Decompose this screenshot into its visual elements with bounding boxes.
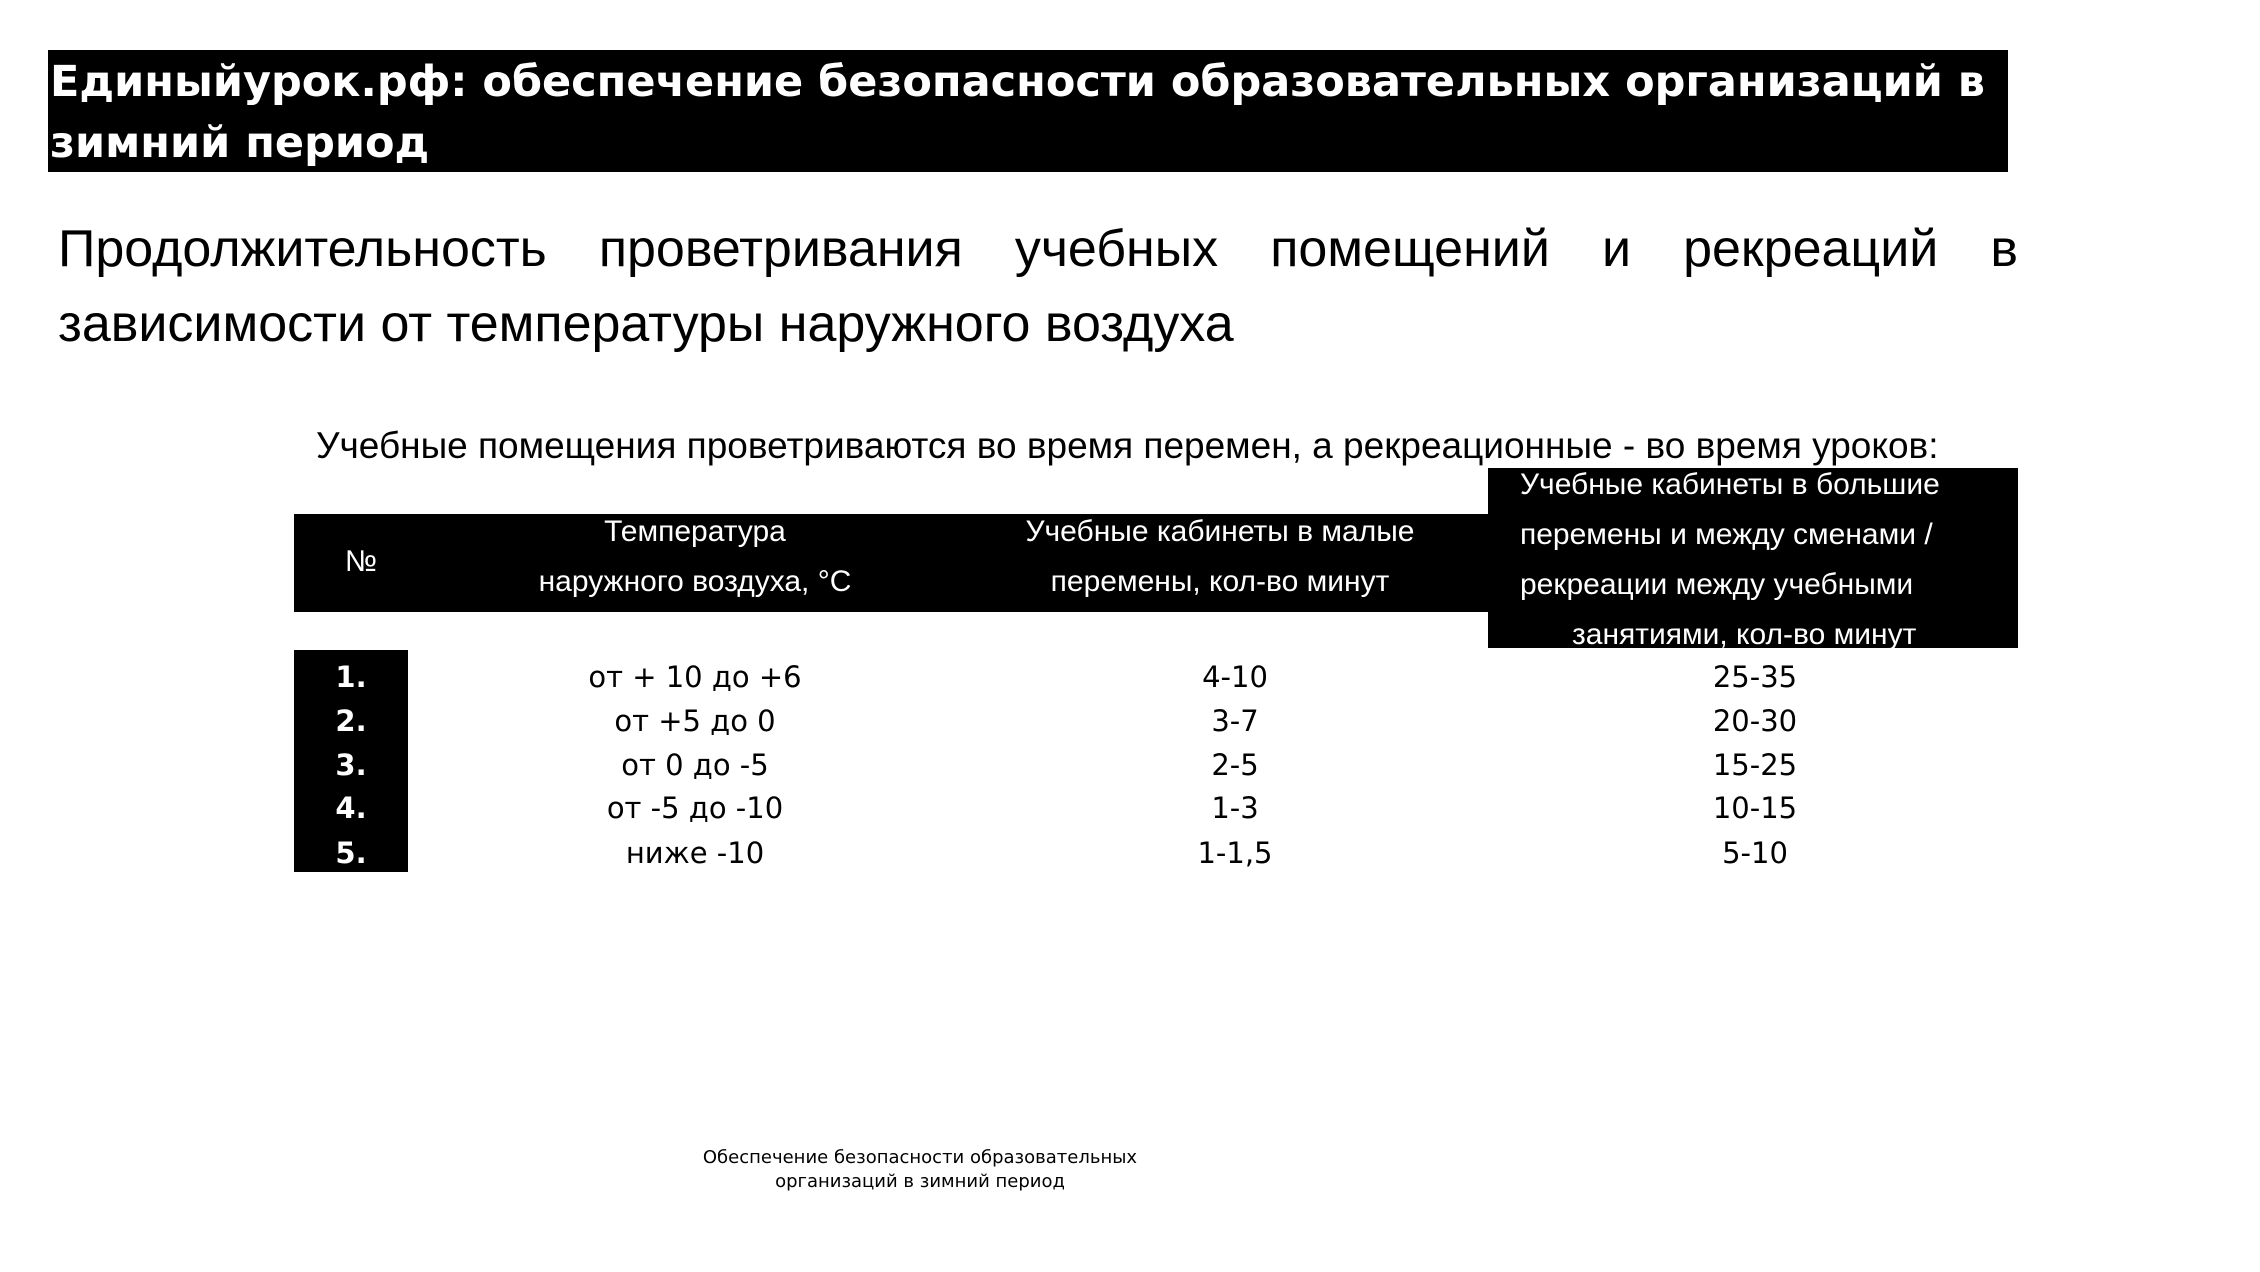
title-bar [48, 50, 2008, 172]
header-small-breaks-line2: перемены, кол-во минут [1050, 565, 1390, 598]
row-big-breaks: 20-30 [1712, 704, 1798, 738]
header-big-breaks-line4: занятиями, кол-во минут [1572, 618, 1917, 651]
slide-heading: Продолжительность проветривания учебных помещений и рекреаций в зависимости от температуры наружного воздуха [58, 220, 2018, 353]
footer-caption [640, 1146, 1200, 1194]
row-small-breaks: 1-3 [1211, 791, 1259, 825]
header-temperature [480, 507, 910, 607]
header-big-breaks-line1: Учебные кабинеты в большие [1520, 468, 1940, 501]
row-temperature: от 0 до -5 [621, 748, 769, 782]
header-big-breaks-line2: перемены и между сменами / [1520, 518, 1933, 551]
row-small-breaks: 1-1,5 [1197, 836, 1273, 870]
footer-line1: Обеспечение безопасности образовательных [702, 1147, 1138, 1168]
row-temperature: от -5 до -10 [606, 791, 784, 825]
footer-line2: организаций в зимний период [775, 1171, 1065, 1192]
row-small-breaks: 2-5 [1211, 748, 1259, 782]
row-temperature: от +5 до 0 [614, 704, 776, 738]
row-temperature: от + 10 до +6 [588, 660, 802, 694]
row-number: 5. [335, 836, 367, 870]
row-big-breaks: 10-15 [1712, 791, 1798, 825]
row-number: 1. [335, 660, 367, 694]
row-big-breaks: 25-35 [1712, 660, 1798, 694]
header-small-breaks-line1: Учебные кабинеты в малые [1025, 515, 1415, 548]
row-number: 2. [335, 704, 367, 738]
header-big-breaks-line3: рекреации между учебными [1520, 568, 1914, 601]
header-temperature-line2: наружного воздуха, °C [538, 565, 852, 598]
row-small-breaks: 3-7 [1211, 704, 1259, 738]
row-big-breaks: 15-25 [1712, 748, 1798, 782]
row-number: 3. [335, 748, 367, 782]
row-number: 4. [335, 791, 367, 825]
header-number: № [344, 545, 378, 578]
row-big-breaks: 5-10 [1722, 836, 1788, 870]
header-temperature-line1: Температура [604, 515, 786, 548]
slide-title: Единыйурок.рф: обеспечение безопасности образовательных организаций в зимний период [50, 57, 1986, 168]
header-small-breaks [990, 507, 1450, 607]
row-small-breaks: 4-10 [1202, 660, 1268, 694]
header-big-breaks [1520, 460, 2020, 660]
intro-text: Учебные помещения проветриваются во время перемен, а рекреационные - во время уроков: [316, 425, 1939, 466]
row-temperature: ниже -10 [625, 836, 765, 870]
